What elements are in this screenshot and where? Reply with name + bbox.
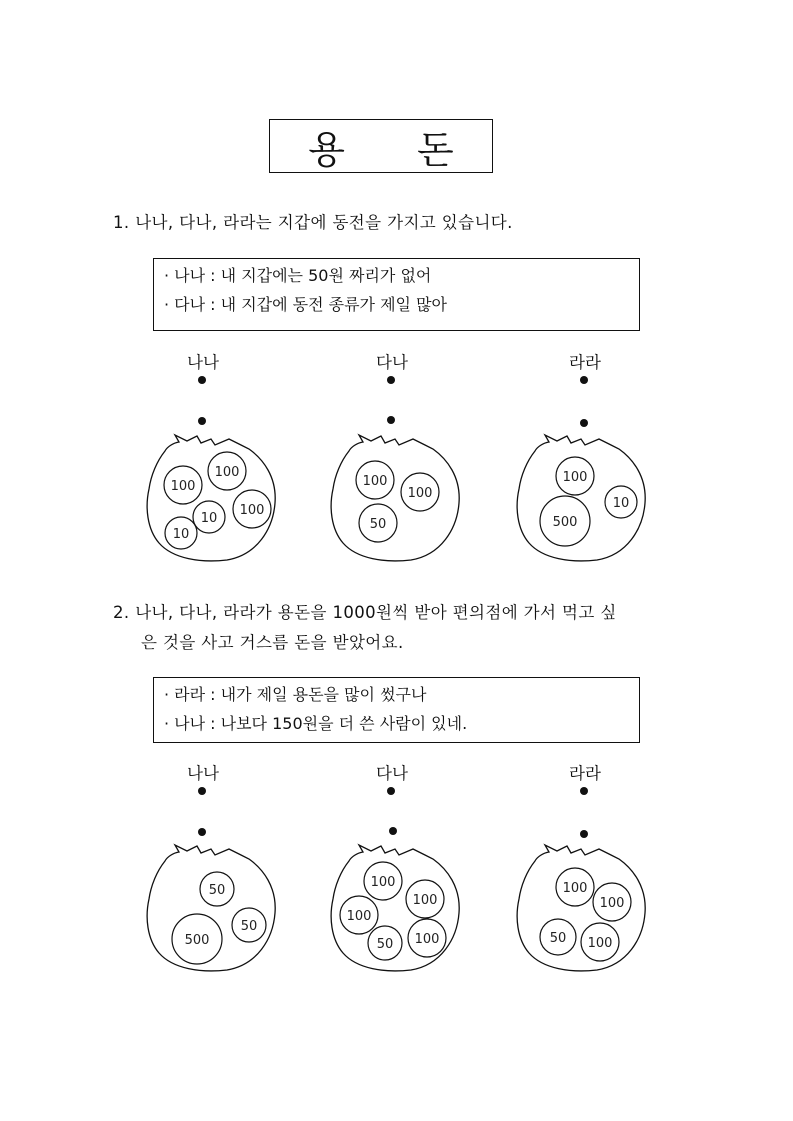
hint-line: · 라라 : 내가 제일 용돈을 많이 썼구나	[164, 685, 427, 704]
coin	[200, 872, 234, 906]
coin	[172, 914, 222, 964]
coin	[165, 517, 197, 549]
page-title: 용 돈	[308, 127, 484, 172]
coin-value: 50	[549, 931, 567, 946]
coin-pouch	[515, 843, 647, 975]
name-label-rara: 라라	[569, 353, 601, 372]
pouch-outline	[331, 435, 459, 561]
name-label-rara: 라라	[569, 764, 601, 783]
coin-value: 50	[208, 883, 226, 898]
coin	[232, 908, 266, 942]
hint-line: · 다나 : 내 지갑에 동전 종류가 제일 많아	[164, 295, 448, 314]
coin-value: 100	[407, 486, 433, 501]
coin	[368, 926, 402, 960]
coin	[193, 501, 225, 533]
coin-value: 50	[376, 937, 394, 952]
coin	[208, 452, 246, 490]
match-dot[interactable]	[198, 787, 206, 795]
coin-pouch	[515, 433, 647, 565]
hint-line: · 나나 : 나보다 150원을 더 쓴 사람이 있네.	[164, 714, 468, 733]
coin-value: 100	[414, 932, 440, 947]
coin-value: 100	[562, 881, 588, 896]
coin-value: 100	[412, 893, 438, 908]
title-box	[269, 119, 493, 173]
coin-value: 100	[239, 503, 265, 518]
coin	[356, 461, 394, 499]
match-dot[interactable]	[387, 787, 395, 795]
coin	[605, 486, 637, 518]
match-dot[interactable]	[387, 376, 395, 384]
match-dot[interactable]	[580, 419, 588, 427]
name-label-dana: 다나	[376, 764, 408, 783]
coin-pouch	[329, 843, 461, 975]
coin-value: 100	[170, 479, 196, 494]
match-dot[interactable]	[580, 830, 588, 838]
coin-value: 10	[200, 511, 218, 526]
coin-value: 50	[369, 517, 387, 532]
coin-value: 100	[587, 936, 613, 951]
coin	[593, 883, 631, 921]
match-dot[interactable]	[198, 417, 206, 425]
name-label-nana: 나나	[187, 764, 219, 783]
question-1-text: 1. 나나, 다나, 라라는 지갑에 동전을 가지고 있습니다.	[113, 213, 513, 232]
coin-value: 100	[370, 875, 396, 890]
coin-value: 100	[346, 909, 372, 924]
coin	[401, 473, 439, 511]
coin-pouch	[145, 843, 277, 975]
question-2-text: 2. 나나, 다나, 라라가 용돈을 1000원씩 받아 편의점에 가서 먹고 싶	[113, 603, 617, 622]
coin	[364, 862, 402, 900]
name-label-nana: 나나	[187, 353, 219, 372]
coin-value: 100	[214, 465, 240, 480]
coin	[340, 896, 378, 934]
question-2-text-continued: 은 것을 사고 거스름 돈을 받았어요.	[141, 633, 404, 652]
coin	[164, 466, 202, 504]
coin	[233, 490, 271, 528]
coin	[359, 504, 397, 542]
coin-value: 10	[612, 496, 630, 511]
question-1-hint-box	[153, 258, 640, 331]
coin-value: 10	[172, 527, 190, 542]
name-label-dana: 다나	[376, 353, 408, 372]
coin-value: 100	[362, 474, 388, 489]
question-2-hint-box	[153, 677, 640, 743]
match-dot[interactable]	[580, 376, 588, 384]
coin-value: 50	[240, 919, 258, 934]
coin	[556, 457, 594, 495]
coin-value: 500	[184, 933, 210, 948]
match-dot[interactable]	[389, 827, 397, 835]
match-dot[interactable]	[198, 376, 206, 384]
coin-value: 100	[599, 896, 625, 911]
coin	[581, 923, 619, 961]
coin	[540, 919, 576, 955]
coin	[408, 919, 446, 957]
hint-line: · 나나 : 내 지갑에는 50원 짜리가 없어	[164, 266, 432, 285]
coin	[556, 868, 594, 906]
match-dot[interactable]	[580, 787, 588, 795]
match-dot[interactable]	[198, 828, 206, 836]
coin-pouch	[329, 433, 461, 565]
coin	[406, 880, 444, 918]
coin-value: 500	[552, 515, 578, 530]
match-dot[interactable]	[387, 416, 395, 424]
coin-value: 100	[562, 470, 588, 485]
coin	[540, 496, 590, 546]
coin-pouch	[145, 433, 277, 565]
